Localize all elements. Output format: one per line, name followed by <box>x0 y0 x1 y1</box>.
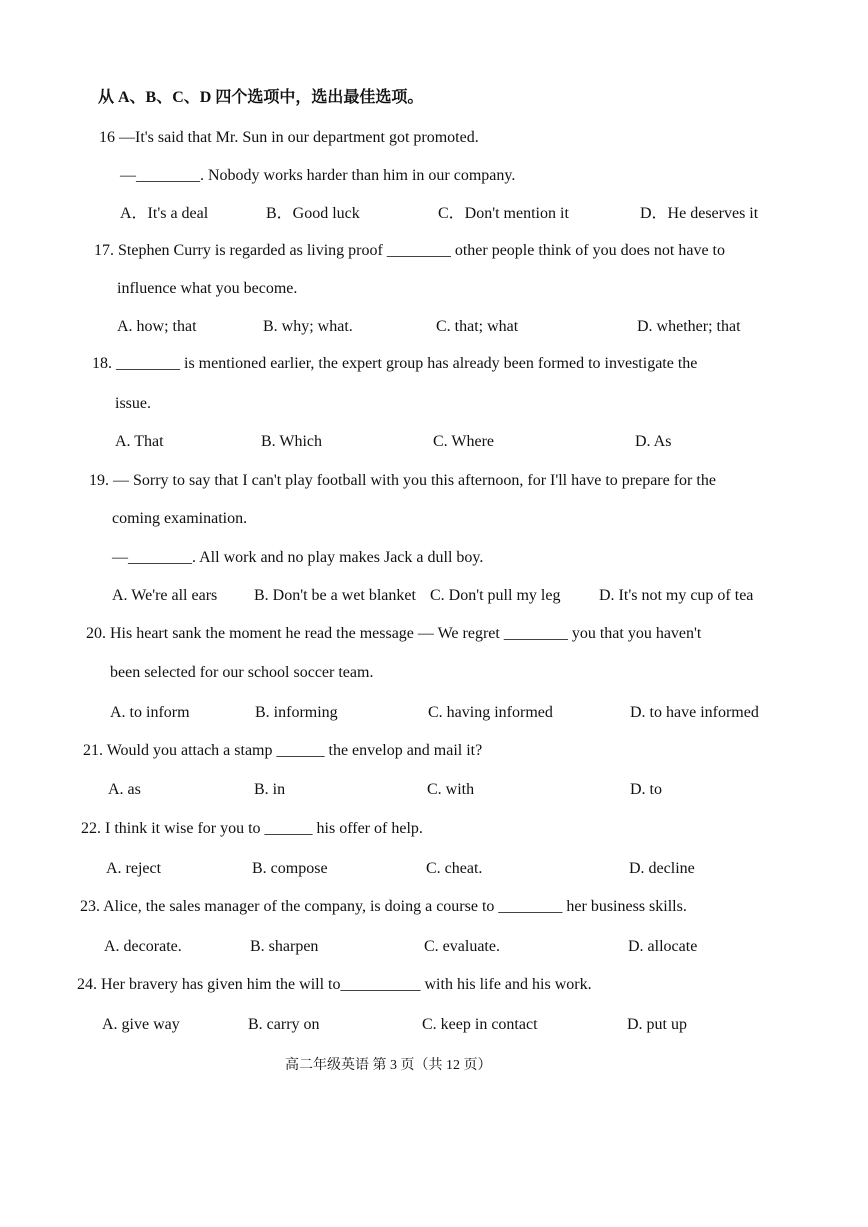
question-16-option-b: B．Good luck <box>266 205 360 222</box>
question-19-line-2: coming examination. <box>112 510 248 527</box>
question-21-option-a: A. as <box>108 781 141 798</box>
question-21-option-c: C. with <box>427 781 475 798</box>
question-16-option-d: D．He deserves it <box>640 205 759 222</box>
question-16-option-a: A．It's a deal <box>120 205 209 222</box>
question-20-option-c: C. having informed <box>428 704 553 721</box>
page-footer: 高二年级英语 第 3 页（共 12 页） <box>285 1058 492 1073</box>
question-20-option-d: D. to have informed <box>630 704 759 721</box>
question-21-option-b: B. in <box>254 781 286 798</box>
question-22-option-a: A. reject <box>106 860 162 877</box>
question-24-option-d: D. put up <box>627 1016 687 1033</box>
question-22-option-b: B. compose <box>252 860 328 877</box>
question-16-line-1: 16 —It's said that Mr. Sun in our department got promoted. <box>99 129 479 146</box>
question-20-line-1: 20. His heart sank the moment he read the message — We regret ________ you that you haven't <box>86 625 702 642</box>
question-17-line-1: 17. Stephen Curry is regarded as living proof ________ other people think of you does not have to <box>94 242 725 259</box>
question-18-option-a: A. That <box>115 433 164 450</box>
instruction-text: 从 A、B、C、D 四个选项中，选出最佳选项。 <box>98 89 424 106</box>
question-19-option-c: C. Don't pull my leg <box>430 587 561 604</box>
question-24-option-a: A. give way <box>102 1016 180 1033</box>
question-17-option-a: A. how; that <box>117 318 197 335</box>
question-24-option-b: B. carry on <box>248 1016 320 1033</box>
question-18-line-2: issue. <box>115 395 151 412</box>
question-18-option-c: C. Where <box>433 433 495 450</box>
question-19-line-3: —________. All work and no play makes Jack a dull boy. <box>112 549 484 566</box>
question-17-option-c: C. that; what <box>436 318 519 335</box>
question-24-line-1: 24. Her bravery has given him the will to__________ with his life and his work. <box>77 976 592 993</box>
question-22-option-c: C. cheat. <box>426 860 483 877</box>
question-18-option-b: B. Which <box>261 433 323 450</box>
question-22-line-1: 22. I think it wise for you to ______ his offer of help. <box>81 820 423 837</box>
question-19-option-d: D. It's not my cup of tea <box>599 587 754 604</box>
question-23-option-c: C. evaluate. <box>424 938 500 955</box>
question-19-option-b: B. Don't be a wet blanket <box>254 587 416 604</box>
question-16-option-c: C．Don't mention it <box>438 205 569 222</box>
question-23-option-a: A. decorate. <box>104 938 182 955</box>
question-16-line-2: —________. Nobody works harder than him in our company. <box>120 167 516 184</box>
question-17-line-2: influence what you become. <box>117 280 298 297</box>
question-20-option-a: A. to inform <box>110 704 190 721</box>
question-18-line-1: 18. ________ is mentioned earlier, the expert group has already been formed to investigate the <box>92 355 698 372</box>
question-19-option-a: A. We're all ears <box>112 587 218 604</box>
question-23-option-b: B. sharpen <box>250 938 319 955</box>
question-21-option-d: D. to <box>630 781 662 798</box>
question-19-line-1: 19. — Sorry to say that I can't play football with you this afternoon, for I'll have to prepare for the <box>89 472 716 489</box>
question-23-option-d: D. allocate <box>628 938 698 955</box>
question-21-line-1: 21. Would you attach a stamp ______ the envelop and mail it? <box>83 742 483 759</box>
question-20-line-2: been selected for our school soccer team. <box>110 664 374 681</box>
question-17-option-b: B. why; what. <box>263 318 353 335</box>
question-17-option-d: D. whether; that <box>637 318 741 335</box>
question-23-line-1: 23. Alice, the sales manager of the company, is doing a course to ________ her business skills. <box>80 898 687 915</box>
question-22-option-d: D. decline <box>629 860 695 877</box>
question-24-option-c: C. keep in contact <box>422 1016 538 1033</box>
question-18-option-d: D. As <box>635 433 672 450</box>
question-20-option-b: B. informing <box>255 704 338 721</box>
